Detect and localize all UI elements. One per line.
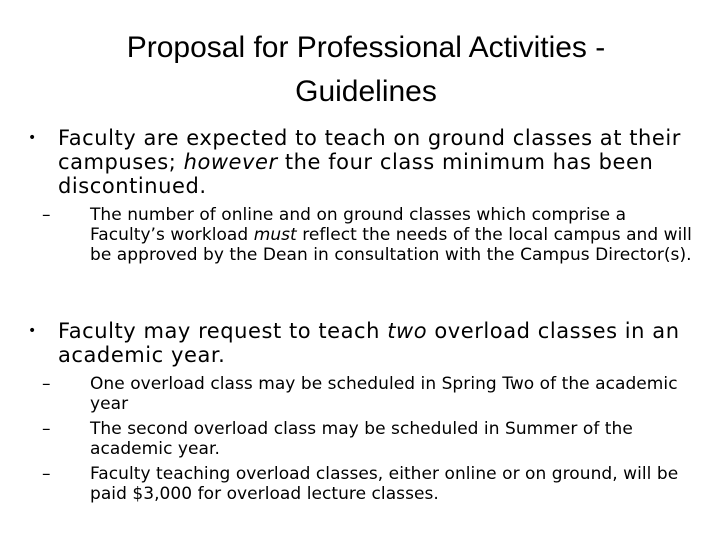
bullet-2-sub-3-text: Faculty teaching overload classes, either online or on ground, will be paid $3,000 for overload lecture classes.	[90, 464, 679, 504]
sub-marker: –	[42, 374, 51, 394]
bullet-2	[24, 319, 708, 367]
title-line-2: Guidelines	[295, 75, 437, 108]
bullet-1-sub-1-text: The number of online and on ground classes which comprise a Faculty’s workload must reflect the needs of the local campus and will be approved by the Dean in consultation with the Campus Director(s).	[90, 205, 692, 265]
bullet-2-emphasis: two	[387, 319, 428, 343]
bullet-1	[24, 126, 708, 198]
sub-marker: –	[42, 419, 51, 439]
title-line-1: Proposal for Professional Activities -	[126, 31, 606, 64]
bullet-1-emphasis: however	[183, 150, 278, 174]
bullet-1-text: Faculty are expected to teach on ground classes at their campuses; however the four class minimum has been discontinued.	[58, 126, 681, 198]
bullet-marker: •	[28, 130, 37, 146]
bullet-2-sub-1-text: One overload class may be scheduled in Spring Two of the academic year	[90, 374, 678, 414]
bullet-marker: •	[28, 323, 37, 339]
sub-marker: –	[42, 205, 51, 225]
bullet-2-sub-2	[42, 419, 706, 459]
bullet-2-text: Faculty may request to teach two overload classes in an academic year.	[58, 319, 680, 367]
bullet-2-sub-1	[42, 374, 706, 414]
bullet-1-sub-1-emphasis: must	[253, 225, 297, 245]
bullet-2-sub-3	[42, 464, 706, 504]
sub-marker: –	[42, 464, 51, 484]
slide-title	[60, 26, 672, 114]
bullet-2-sub-2-text: The second overload class may be scheduled in Summer of the academic year.	[90, 419, 633, 459]
bullet-1-sub-1	[42, 205, 706, 265]
